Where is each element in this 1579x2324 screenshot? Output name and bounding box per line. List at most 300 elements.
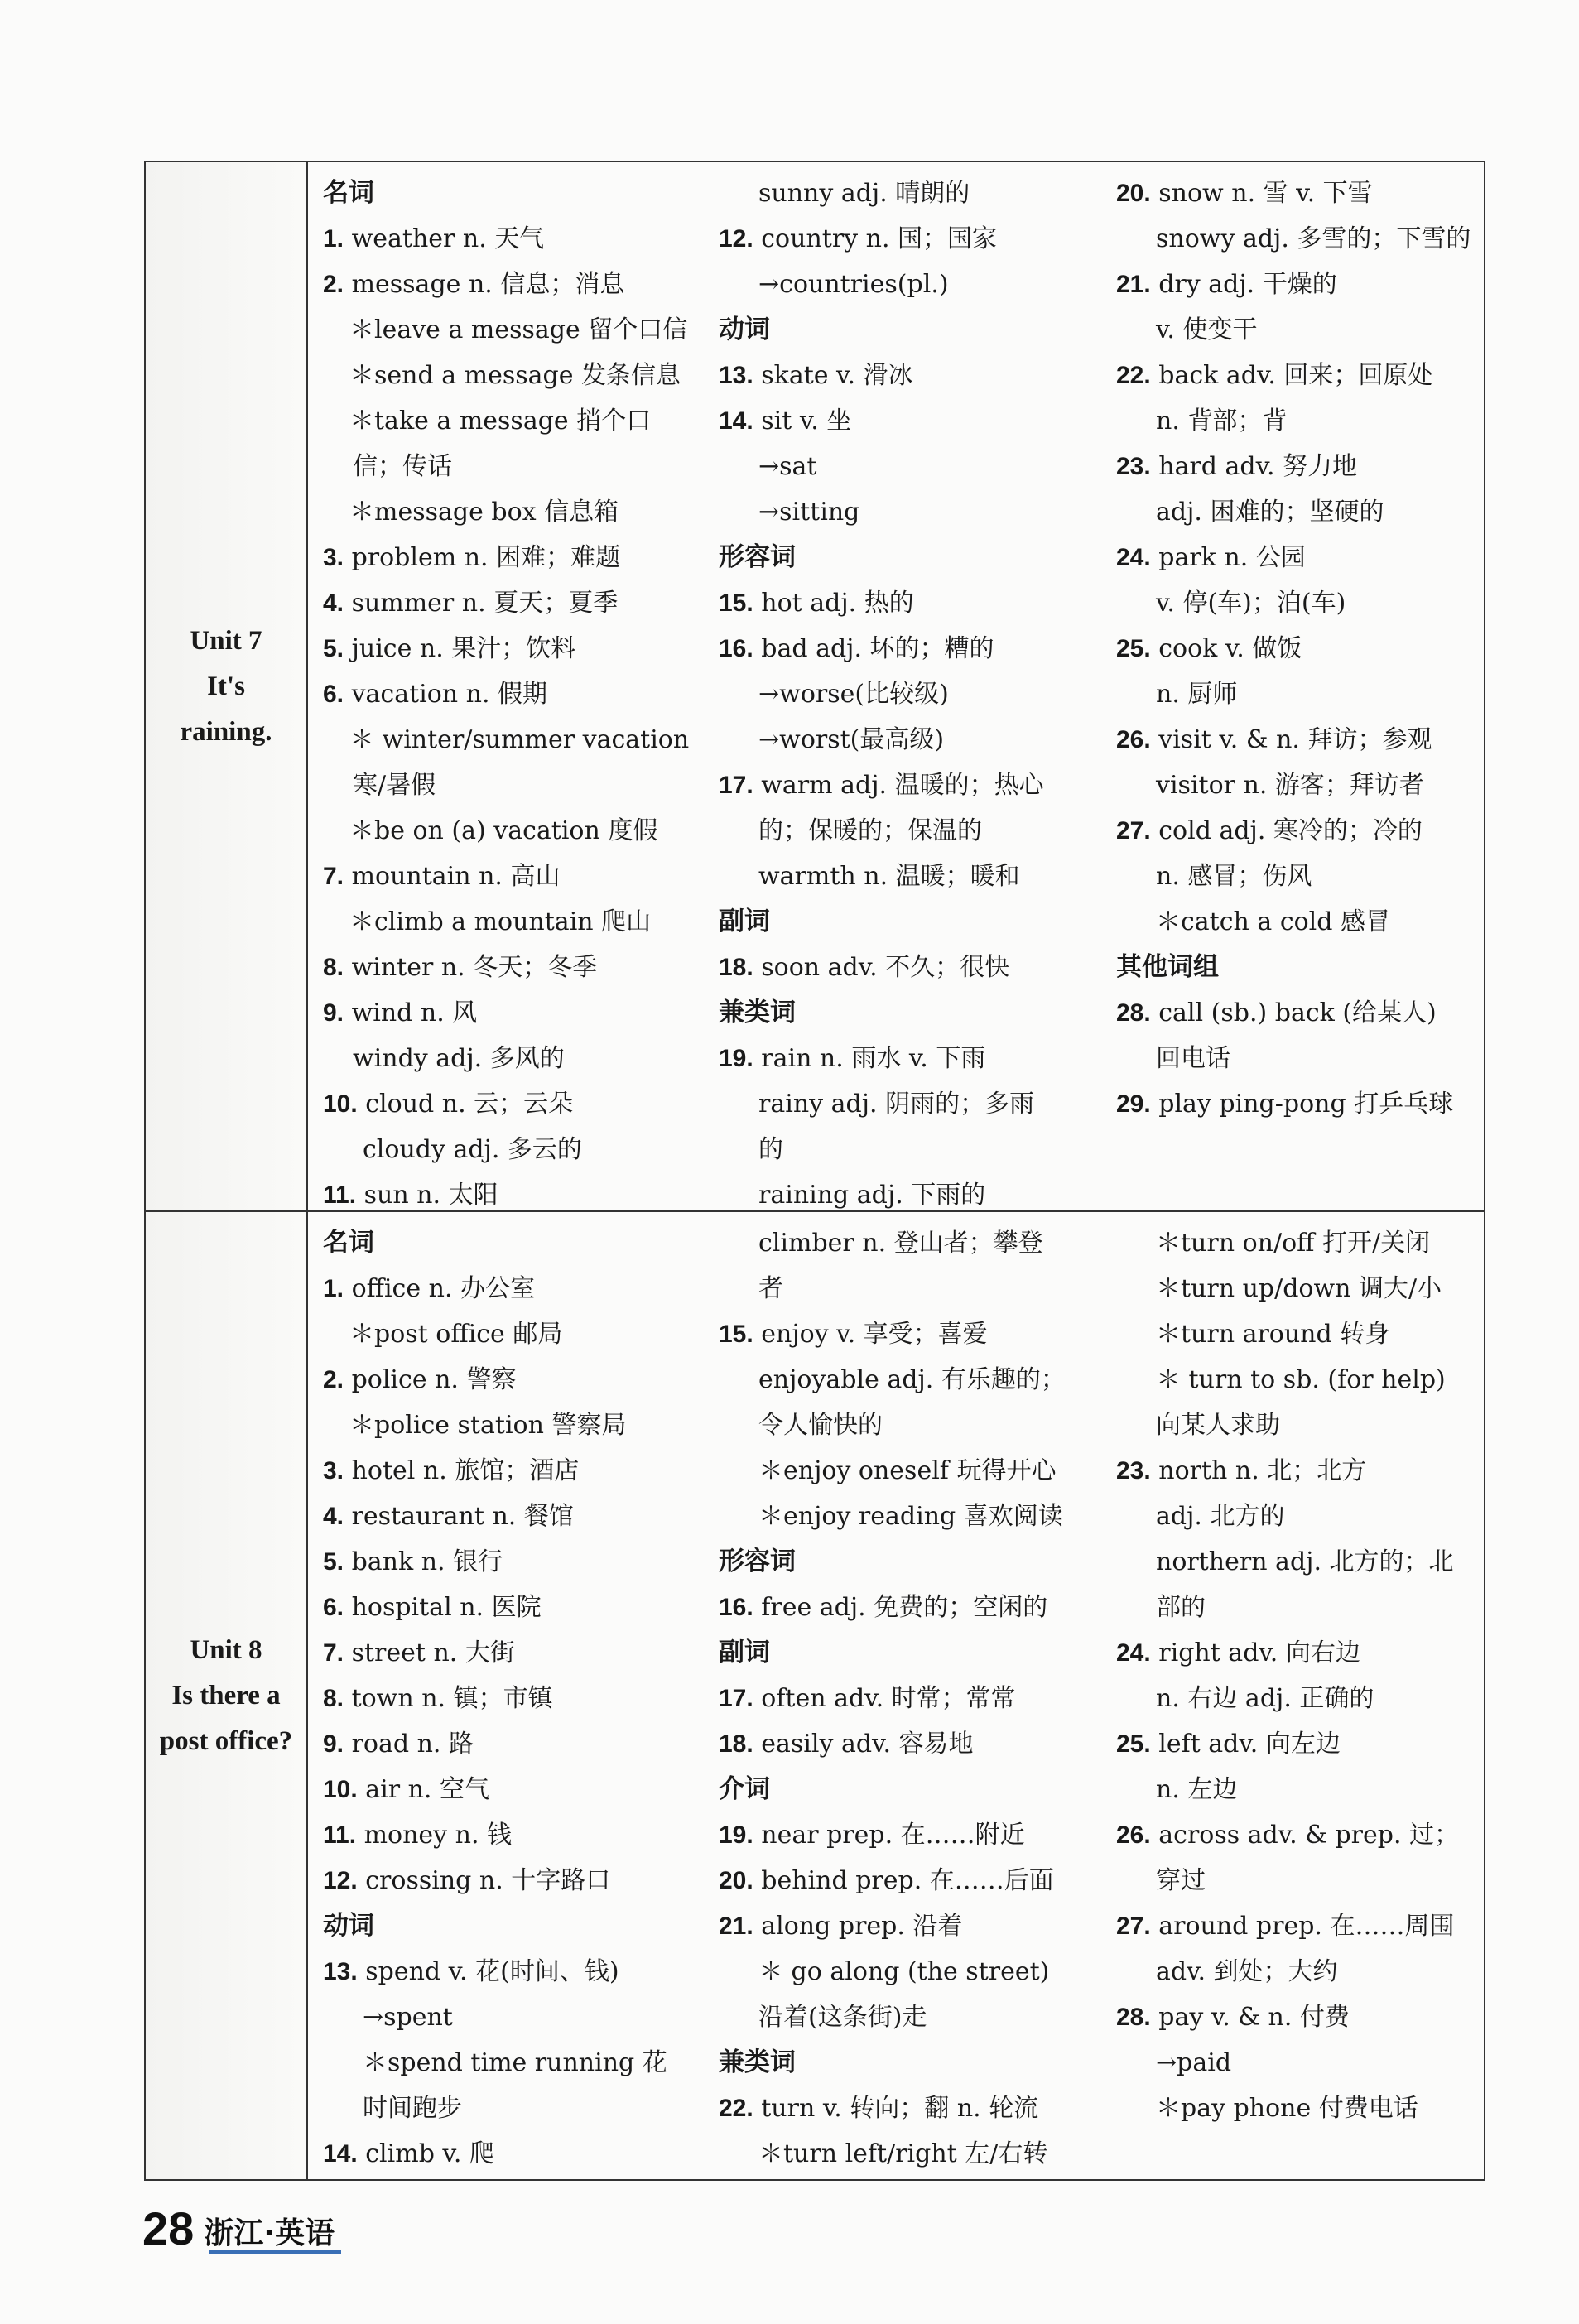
entry-text: ＊police station 警察局 [349, 1411, 627, 1440]
entry-text: 穿过 [1156, 1866, 1206, 1895]
entry-number: 13. [323, 1958, 358, 1985]
unit-8-column-2 [719, 1220, 1101, 2177]
entry-text: back adv. 回来；回原处 [1150, 361, 1433, 390]
unit-title-line: raining. [180, 716, 272, 747]
section-heading [719, 535, 1101, 580]
entry-number: 26. [1116, 726, 1151, 753]
footer-underline [209, 2250, 341, 2254]
entry-text: 时间跑步 [363, 2094, 462, 2123]
vocab-line [1116, 216, 1472, 262]
entry-text: n. 厨师 [1156, 680, 1238, 709]
vocab-line [1116, 1858, 1472, 1903]
entry-text: north n. 北；北方 [1150, 1456, 1367, 1485]
vocab-line [323, 1311, 705, 1357]
entry-text: →sat [758, 452, 817, 481]
unit-7-column-1 [323, 171, 705, 1218]
vocab-line [719, 1266, 1101, 1311]
entry-number: 6. [323, 1594, 344, 1621]
entry-text: 信；传话 [353, 452, 452, 481]
entry-text: summer n. 夏天；夏季 [344, 589, 619, 618]
entry-text: bad adj. 坏的；糟的 [753, 634, 994, 663]
vocab-line [323, 671, 705, 717]
entry-text: →paid [1156, 2048, 1232, 2077]
entry-text: 者 [758, 1274, 783, 1303]
entry-number: 16. [719, 1594, 753, 1621]
entry-text: juice n. 果汁；饮料 [344, 634, 576, 663]
vocab-line [323, 1812, 705, 1858]
entry-text: air n. 空气 [357, 1775, 490, 1804]
vocab-line [323, 1585, 705, 1630]
vocab-line [1116, 2086, 1472, 2131]
vocab-line [719, 1858, 1101, 1903]
vocab-line [719, 216, 1101, 262]
unit-8-row [146, 1212, 1484, 2179]
vocab-line [1116, 1494, 1472, 1539]
entry-number: 9. [323, 999, 344, 1027]
entry-text: hotel n. 旅馆；酒店 [344, 1456, 580, 1485]
vocab-line [323, 1539, 705, 1585]
section-heading [719, 307, 1101, 353]
entry-number: 11. [323, 1821, 357, 1849]
entry-number: 3. [323, 1457, 344, 1484]
entry-text: free adj. 免费的；空闲的 [753, 1593, 1048, 1622]
entry-number: 2. [323, 271, 344, 298]
entry-text: around prep. 在……周围 [1150, 1912, 1455, 1941]
vocab-line [1116, 1036, 1472, 1081]
section-heading [719, 1630, 1101, 1676]
entry-text: →worst(最高级) [758, 725, 945, 754]
vocab-line [323, 1036, 705, 1081]
vocab-line [323, 1172, 705, 1218]
entry-text: adj. 北方的 [1156, 1502, 1285, 1531]
entry-number: 11. [323, 1181, 357, 1209]
vocab-line [719, 1081, 1101, 1127]
section-heading [323, 1903, 705, 1949]
vocab-line [719, 2131, 1101, 2177]
entry-text: pay v. & n. 付费 [1150, 2003, 1350, 2032]
entry-text: v. 停(车)；泊(车) [1156, 589, 1346, 618]
vocab-line [1116, 1220, 1472, 1266]
entry-text: visit v. & n. 拜访；参观 [1150, 725, 1432, 754]
entry-text: ＊turn around 转身 [1156, 1320, 1390, 1349]
vocab-line [719, 1494, 1101, 1539]
vocab-line [1116, 444, 1472, 489]
entry-text: town n. 镇；市镇 [344, 1684, 553, 1713]
vocab-line [1116, 398, 1472, 444]
entry-text: behind prep. 在……后面 [753, 1866, 1054, 1895]
entry-number: 8. [323, 1685, 344, 1712]
vocab-line [1116, 1448, 1472, 1494]
entry-text: road n. 路 [344, 1730, 474, 1759]
entry-text: 副词 [719, 1638, 770, 1667]
entry-text: ＊message box 信息箱 [349, 498, 619, 527]
book-title: 浙江·英语 [204, 2216, 335, 2250]
vocab-line [323, 2040, 705, 2086]
entry-text: n. 左边 [1156, 1775, 1238, 1804]
vocab-line [719, 717, 1101, 763]
entry-text: v. 使变干 [1156, 315, 1258, 344]
entry-text: 向某人求助 [1156, 1411, 1280, 1440]
entry-text: ＊ turn to sb. (for help) [1156, 1365, 1446, 1394]
entry-number: 12. [719, 225, 753, 253]
entry-number: 21. [1116, 271, 1151, 298]
entry-number: 4. [323, 589, 344, 617]
entry-text: hard adv. 努力地 [1150, 452, 1358, 481]
entry-text: ＊catch a cold 感冒 [1156, 907, 1391, 936]
vocab-line [323, 626, 705, 671]
vocab-line [323, 1357, 705, 1403]
entry-text: →countries(pl.) [758, 270, 949, 299]
unit-title-line: post office? [159, 1725, 293, 1756]
vocab-line [323, 262, 705, 307]
vocab-line [323, 1494, 705, 1539]
vocab-line [1116, 1403, 1472, 1448]
entry-text: n. 感冒；伤风 [1156, 862, 1312, 891]
entry-text: cook v. 做饭 [1150, 634, 1302, 663]
vocab-line [323, 1127, 705, 1172]
entry-text: northern adj. 北方的；北 [1156, 1547, 1454, 1576]
vocab-line [323, 717, 705, 763]
entry-number: 17. [719, 1685, 753, 1712]
entry-text: ＊spend time running 花 [363, 2048, 667, 2077]
vocab-line [1116, 1357, 1472, 1403]
entry-number: 19. [719, 1821, 753, 1849]
entry-text: country n. 国；国家 [753, 224, 998, 253]
vocab-line [1116, 990, 1472, 1036]
vocab-line [323, 1676, 705, 1721]
entry-text: problem n. 困难；难题 [344, 543, 621, 572]
entry-number: 6. [323, 681, 344, 708]
vocab-line [323, 854, 705, 899]
vocab-line [719, 398, 1101, 444]
unit-8-title [146, 1212, 308, 2179]
entry-number: 24. [1116, 1639, 1151, 1667]
page-footer [142, 2196, 335, 2254]
vocab-line [1116, 717, 1472, 763]
entry-text: adv. 到处；大约 [1156, 1957, 1338, 1986]
vocab-line [323, 535, 705, 580]
section-heading [323, 171, 705, 216]
entry-text: winter n. 冬天；冬季 [344, 953, 598, 982]
entry-number: 16. [719, 635, 753, 662]
entry-number: 27. [1116, 1913, 1151, 1940]
vocab-line [323, 1448, 705, 1494]
vocab-line [323, 2131, 705, 2177]
entry-text: →spent [363, 2003, 453, 2032]
unit-title-line: Unit 8 [190, 1634, 262, 1665]
entry-number: 1. [323, 1275, 344, 1302]
entry-number: 9. [323, 1730, 344, 1758]
entry-number: 22. [1116, 362, 1151, 389]
vocab-line [323, 1767, 705, 1812]
vocab-line [1116, 626, 1472, 671]
section-heading [719, 2040, 1101, 2086]
entry-number: 14. [323, 2140, 358, 2168]
section-heading [719, 990, 1101, 1036]
vocab-line [1116, 1994, 1472, 2040]
vocab-line [1116, 1903, 1472, 1949]
entry-text: sunny adj. 晴朗的 [758, 179, 970, 208]
entry-text: 兼类词 [719, 998, 796, 1027]
entry-text: money n. 钱 [356, 1821, 513, 1850]
entry-number: 4. [323, 1503, 344, 1530]
vocab-line [1116, 2040, 1472, 2086]
vocab-line [719, 1903, 1101, 1949]
entry-number: 10. [323, 1776, 358, 1803]
entry-number: 20. [1116, 180, 1151, 207]
entry-text: adj. 困难的；坚硬的 [1156, 498, 1384, 527]
vocab-line [719, 262, 1101, 307]
vocab-line [719, 945, 1101, 990]
entry-number: 19. [719, 1045, 753, 1072]
vocab-line [323, 444, 705, 489]
entry-text: 其他词组 [1116, 952, 1219, 982]
vocab-line [1116, 1721, 1472, 1767]
entry-text: cloudy adj. 多云的 [363, 1135, 582, 1164]
unit-title-line: It's [207, 671, 245, 701]
entry-text: mountain n. 高山 [344, 862, 561, 891]
vocab-line [719, 1676, 1101, 1721]
entry-number: 1. [323, 225, 344, 253]
entry-text: 介词 [719, 1774, 770, 1804]
vocab-line [1116, 1676, 1472, 1721]
entry-text: spend v. 花(时间、钱) [357, 1957, 619, 1986]
entry-number: 7. [323, 1639, 344, 1667]
entry-text: 形容词 [719, 542, 796, 572]
vocab-line [719, 854, 1101, 899]
vocab-line [719, 1949, 1101, 1994]
vocab-line [1116, 671, 1472, 717]
entry-text: ＊be on (a) vacation 度假 [349, 816, 658, 845]
vocab-line [323, 763, 705, 808]
entry-number: 28. [1116, 2004, 1151, 2031]
unit-title-line: Unit 7 [190, 625, 262, 656]
entry-text: ＊ go along (the street) [758, 1957, 1050, 1986]
entry-number: 15. [719, 589, 753, 617]
entry-text: ＊post office 邮局 [349, 1320, 563, 1349]
entry-text: office n. 办公室 [344, 1274, 536, 1303]
vocab-line [323, 1266, 705, 1311]
vocab-line [719, 444, 1101, 489]
entry-text: climber n. 登山者；攀登 [758, 1229, 1043, 1258]
vocab-line [719, 1812, 1101, 1858]
vocab-line [719, 580, 1101, 626]
vocab-line [719, 1994, 1101, 2040]
vocab-line [323, 945, 705, 990]
vocab-line [719, 2086, 1101, 2131]
entry-text: climb v. 爬 [357, 2139, 494, 2168]
vocab-line [719, 1585, 1101, 1630]
entry-text: 兼类词 [719, 2047, 796, 2077]
entry-text: often adv. 时常；常常 [753, 1684, 1016, 1713]
vocab-line [323, 216, 705, 262]
vocab-line [719, 1172, 1101, 1218]
entry-number: 26. [1116, 1821, 1151, 1849]
entry-number: 10. [323, 1090, 358, 1118]
entry-text: easily adv. 容易地 [753, 1730, 974, 1759]
entry-text: 形容词 [719, 1547, 796, 1576]
unit-title-line: Is there a [171, 1680, 281, 1711]
vocab-line [323, 353, 705, 398]
entry-number: 8. [323, 954, 344, 981]
entry-text: 令人愉快的 [758, 1411, 883, 1440]
entry-text: 动词 [323, 1911, 374, 1941]
entry-number: 14. [719, 407, 753, 435]
entry-text: 动词 [719, 315, 770, 344]
entry-text: dry adj. 干燥的 [1150, 270, 1337, 299]
vocab-line [323, 1858, 705, 1903]
entry-text: right adv. 向右边 [1150, 1638, 1360, 1667]
entry-number: 28. [1116, 999, 1151, 1027]
section-heading [1116, 945, 1472, 990]
vocab-line [719, 353, 1101, 398]
entry-text: 回电话 [1156, 1044, 1230, 1073]
entry-text: enjoyable adj. 有乐趣的； [758, 1365, 1066, 1394]
vocab-line [719, 171, 1101, 216]
unit-7-column-3 [1116, 171, 1472, 1127]
entry-text: snow n. 雪 v. 下雪 [1150, 179, 1373, 208]
entry-number: 5. [323, 1548, 344, 1576]
entry-number: 23. [1116, 1457, 1151, 1484]
entry-text: ＊turn left/right 左/右转 [758, 2139, 1048, 2168]
vocab-line [719, 1403, 1101, 1448]
vocab-line [1116, 1311, 1472, 1357]
entry-text: ＊enjoy oneself 玩得开心 [758, 1456, 1057, 1485]
vocab-line [323, 580, 705, 626]
entry-text: message n. 信息；消息 [344, 270, 625, 299]
entry-text: skate v. 滑冰 [753, 361, 913, 390]
vocab-line [323, 808, 705, 854]
vocab-line [719, 1448, 1101, 1494]
entry-number: 21. [719, 1913, 753, 1940]
entry-number: 3. [323, 544, 344, 571]
entry-text: left adv. 向左边 [1150, 1730, 1341, 1759]
vocab-line [719, 1311, 1101, 1357]
entry-text: ＊ winter/summer vacation [349, 725, 690, 754]
entry-text: →sitting [758, 498, 860, 527]
entry-text: ＊climb a mountain 爬山 [349, 907, 652, 936]
entry-text: restaurant n. 餐馆 [344, 1502, 574, 1531]
entry-text: call (sb.) back (给某人) [1150, 998, 1437, 1027]
entry-text: visitor n. 游客；拜访者 [1156, 771, 1424, 800]
entry-number: 18. [719, 1730, 753, 1758]
entry-text: police n. 警察 [344, 1365, 517, 1394]
entry-text: bank n. 银行 [344, 1547, 503, 1576]
entry-text: 名词 [323, 178, 374, 208]
entry-number: 17. [719, 772, 753, 799]
vocab-line [1116, 1585, 1472, 1630]
entry-text: rain n. 雨水 v. 下雨 [753, 1044, 986, 1073]
entry-number: 15. [719, 1321, 753, 1348]
vocab-line [1116, 262, 1472, 307]
entry-text: hospital n. 医院 [344, 1593, 542, 1622]
entry-number: 27. [1116, 817, 1151, 844]
entry-text: vacation n. 假期 [344, 680, 548, 709]
page-number: 28 [142, 2202, 195, 2254]
entry-text: n. 右边 adj. 正确的 [1156, 1684, 1374, 1713]
entry-text: →worse(比较级) [758, 680, 949, 709]
vocab-line [1116, 1539, 1472, 1585]
vocab-line [1116, 1812, 1472, 1858]
vocab-line [1116, 307, 1472, 353]
entry-text: 沿着(这条街)走 [758, 2003, 927, 2032]
entry-text: ＊send a message 发条信息 [349, 361, 681, 390]
entry-text: cloud n. 云；云朵 [357, 1090, 574, 1119]
entry-number: 29. [1116, 1090, 1151, 1118]
entry-number: 25. [1116, 1730, 1151, 1758]
entry-number: 23. [1116, 453, 1151, 480]
vocab-line [1116, 854, 1472, 899]
entry-text: 名词 [323, 1228, 374, 1258]
vocab-line [1116, 489, 1472, 535]
entry-text: cold adj. 寒冷的；冷的 [1150, 816, 1423, 845]
entry-text: soon adv. 不久；很快 [753, 953, 1010, 982]
vocab-line [719, 1220, 1101, 1266]
entry-text: along prep. 沿着 [753, 1912, 963, 1941]
entry-number: 13. [719, 362, 753, 389]
entry-text: wind n. 风 [344, 998, 478, 1027]
vocab-line [323, 1403, 705, 1448]
entry-text: across adv. & prep. 过； [1150, 1821, 1460, 1850]
vocab-line [323, 2086, 705, 2131]
vocab-line [1116, 899, 1472, 945]
entry-text: warm adj. 温暖的；热心 [753, 771, 1044, 800]
vocab-line [719, 1127, 1101, 1172]
section-heading [719, 1539, 1101, 1585]
entry-text: enjoy v. 享受；喜爱 [753, 1320, 988, 1349]
entry-text: 的；保暖的；保温的 [758, 816, 982, 845]
entry-text: raining adj. 下雨的 [758, 1181, 986, 1210]
entry-text: ＊turn on/off 打开/关闭 [1156, 1229, 1431, 1258]
entry-number: 25. [1116, 635, 1151, 662]
vocab-line [1116, 1630, 1472, 1676]
unit-7-row [146, 162, 1484, 1212]
entry-text: street n. 大街 [344, 1638, 515, 1667]
vocab-line [1116, 1081, 1472, 1127]
entry-text: ＊enjoy reading 喜欢阅读 [758, 1502, 1063, 1531]
unit-7-column-2 [719, 171, 1101, 1218]
entry-text: ＊leave a message 留个口信 [349, 315, 688, 344]
vocab-line [1116, 580, 1472, 626]
vocabulary-table [144, 161, 1485, 2181]
entry-text: 副词 [719, 907, 770, 936]
entry-text: crossing n. 十字路口 [357, 1866, 611, 1895]
vocab-line [323, 1949, 705, 1994]
entry-text: warmth n. 温暖；暖和 [758, 862, 1020, 891]
entry-text: rainy adj. 阴雨的；多雨 [758, 1090, 1035, 1119]
entry-text: turn v. 转向；翻 n. 轮流 [753, 2094, 1039, 2123]
unit-7-title [146, 162, 308, 1210]
section-heading [719, 899, 1101, 945]
vocab-line [323, 1081, 705, 1127]
entry-number: 24. [1116, 544, 1151, 571]
entry-text: 的 [758, 1135, 783, 1164]
entry-number: 18. [719, 954, 753, 981]
vocab-line [1116, 353, 1472, 398]
entry-text: near prep. 在……附近 [753, 1821, 1025, 1850]
entry-text: 部的 [1156, 1593, 1206, 1622]
entry-text: windy adj. 多风的 [353, 1044, 565, 1073]
entry-text: hot adj. 热的 [753, 589, 914, 618]
entry-number: 7. [323, 863, 344, 890]
entry-text: ＊turn up/down 调大/小 [1156, 1274, 1442, 1303]
section-heading [323, 1220, 705, 1266]
vocab-line [719, 671, 1101, 717]
vocab-line [323, 899, 705, 945]
vocab-line [1116, 1266, 1472, 1311]
vocab-line [719, 1357, 1101, 1403]
vocab-line [1116, 535, 1472, 580]
